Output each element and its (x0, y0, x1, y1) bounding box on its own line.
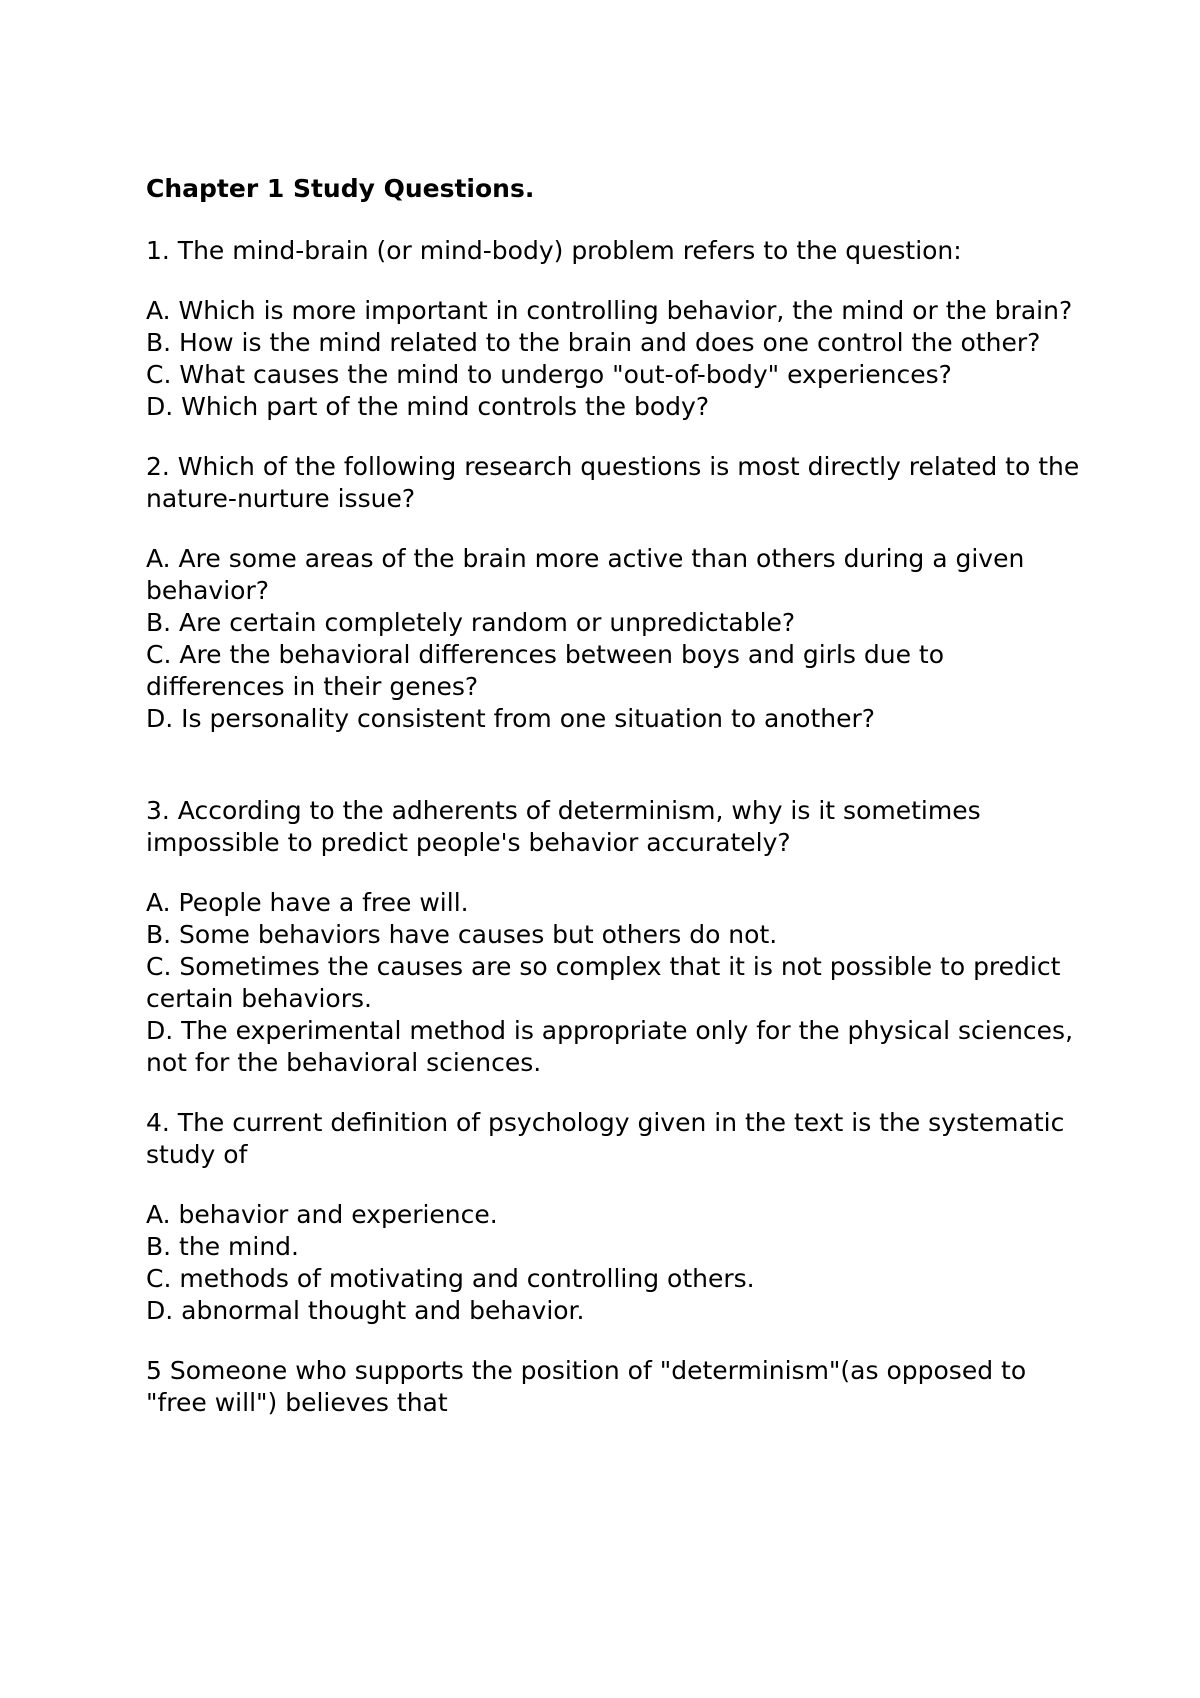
option-d: D. The experimental method is appropriate only for the physical sciences, not for the behavioral sciences. (146, 1016, 1074, 1077)
spacer (146, 423, 1086, 451)
question-text: 5 Someone who supports the position of "determinism"(as opposed to "free will") believes that (146, 1356, 1027, 1417)
question-text: 3. According to the adherents of determinism, why is it sometimes impossible to predict people's behavior accurately? (146, 796, 981, 857)
option-a: A. Are some areas of the brain more active than others during a given behavior? (146, 544, 1025, 605)
option-b: B. the mind. (146, 1232, 299, 1261)
spacer (146, 1327, 1086, 1355)
option-d: D. Is personality consistent from one situation to another? (146, 704, 876, 733)
option-list (146, 1199, 1086, 1327)
spacer (146, 735, 1086, 795)
option-b: B. How is the mind related to the brain and does one control the other? (146, 328, 1041, 357)
question-text: 4. The current definition of psychology given in the text is the systematic study of (146, 1108, 1065, 1169)
question-2 (146, 451, 1086, 735)
option-a: A. behavior and experience. (146, 1200, 498, 1229)
option-d: D. Which part of the mind controls the body? (146, 392, 710, 421)
question-3 (146, 795, 1086, 1079)
question-1 (146, 235, 1086, 423)
question-4 (146, 1107, 1086, 1327)
option-list (146, 887, 1086, 1079)
option-list (146, 295, 1086, 423)
option-a: A. Which is more important in controlling behavior, the mind or the brain? (146, 296, 1073, 325)
option-c: C. Sometimes the causes are so complex that it is not possible to predict certain behaviors. (146, 952, 1061, 1013)
option-b: B. Some behaviors have causes but others do not. (146, 920, 778, 949)
option-a: A. People have a free will. (146, 888, 469, 917)
option-list (146, 543, 1086, 735)
question-5 (146, 1355, 1086, 1419)
question-text: 2. Which of the following research questions is most directly related to the nature-nurture issue? (146, 452, 1080, 513)
document-title: Chapter 1 Study Questions. (146, 174, 535, 203)
spacer (146, 1079, 1086, 1107)
option-b: B. Are certain completely random or unpredictable? (146, 608, 796, 637)
option-d: D. abnormal thought and behavior. (146, 1296, 585, 1325)
option-c: C. methods of motivating and controlling others. (146, 1264, 755, 1293)
option-c: C. What causes the mind to undergo "out-of-body" experiences? (146, 360, 952, 389)
question-text: 1. The mind-brain (or mind-body) problem refers to the question: (146, 236, 962, 265)
option-c: C. Are the behavioral differences between boys and girls due to differences in their genes? (146, 640, 945, 701)
document-content (146, 173, 1086, 1447)
